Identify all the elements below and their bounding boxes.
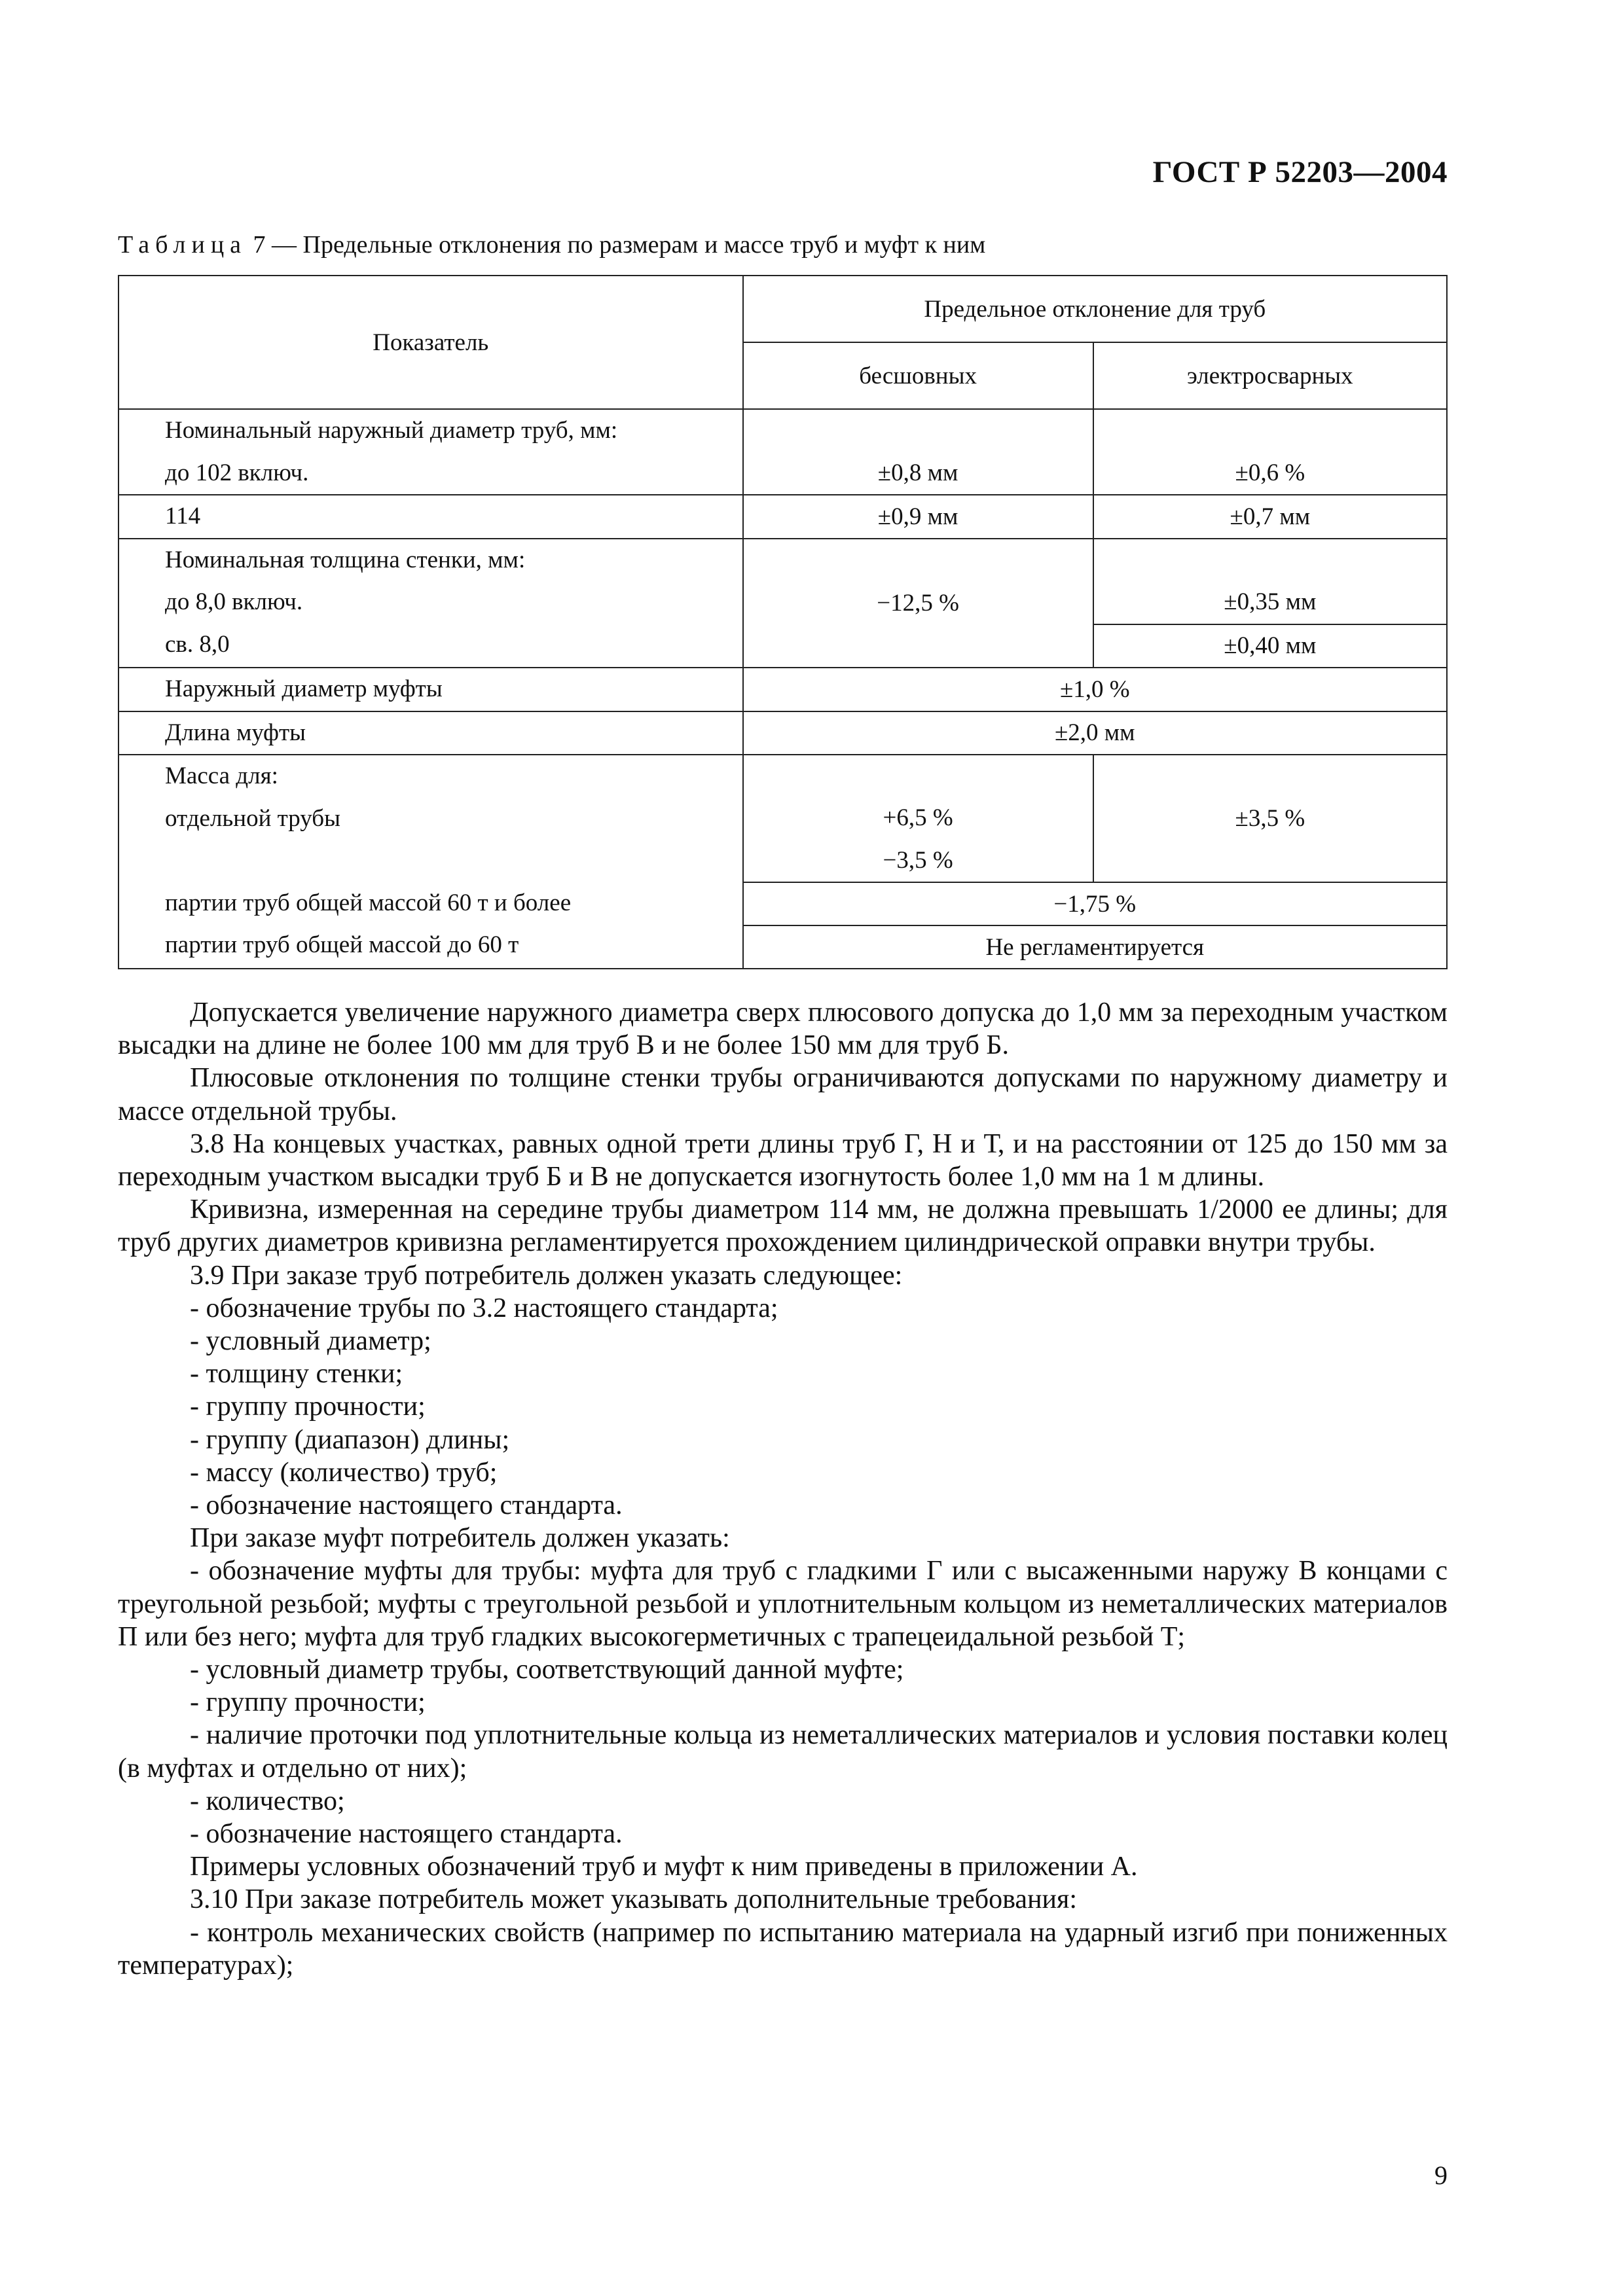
mass-lot-small-value: Не регламентируется [743,925,1447,969]
list-item: - обозначение трубы по 3.2 настоящего стандарта; [190,1293,778,1323]
diameter-1-welded: ±0,6 % [1235,459,1305,486]
coupling-diameter-label-cell [119,668,743,711]
wall-2-welded: ±0,40 мм [1224,632,1317,659]
list-item: - контроль механических свойств (например по испытанию материала на ударный изгиб при пониженных температурах); [118,1917,1448,1981]
paragraph: Допускается увеличение наружного диаметра сверх плюсового допуска до 1,0 мм за переходным участком высадки на длине не более 100 мм для труб В и не более 150 мм для труб Б. [118,997,1448,1061]
diameter-2-label-cell [119,495,743,539]
table-caption [118,230,985,259]
coupling-length-label: Длина муфты [165,719,306,746]
list-item: - группу прочности; [190,1391,426,1422]
coupling-length-label-cell [119,711,743,755]
mass-title: Масса для: [165,762,278,789]
wall-1-welded-cell [1093,539,1447,624]
diameter-title: Номинальный наружный диаметр труб, мм: [165,417,618,444]
diameter-1-seamless-cell [743,409,1093,495]
wall-1-welded: ±0,35 мм [1224,588,1317,615]
clause-3-9: 3.9 При заказе труб потребитель должен указать следующее: [190,1260,903,1291]
list-item: - обозначение настоящего стандарта. [190,1490,623,1521]
mass-lot-big-value: −1,75 % [743,882,1447,925]
mass-single-seamless-plus: +6,5 % [883,804,953,831]
wall-title: Номинальная толщина стенки, мм: [165,546,526,573]
table-caption-title: — Предельные отклонения по размерам и массе труб и муфт к ним [272,231,986,259]
header-deviation: Предельное отклонение для труб [743,276,1447,342]
standard-header: ГОСТ Р 52203—2004 [1152,155,1448,189]
clause-3-8: 3.8 На концевых участках, равных одной трети длины труб Г, Н и Т, и на расстоянии от 125 до 150 мм за переходным участком высадки труб Б и В не допускается изогнутость более 1,0 мм на 1 м длины. [118,1128,1448,1193]
mass-lot-big-label: партии труб общей массой 60 т и более [165,889,572,916]
diameter-2-seamless: ±0,9 мм [743,495,1093,539]
mass-single-welded: ±3,5 % [1093,755,1447,882]
list-item: - обозначение муфты для трубы: муфта для труб с гладкими Г или с высаженными наружу В концами с треугольной резьбой; муфты с треугольной резьбой и уплотнительным кольцом из неметаллических материалов П или без него; муфта для труб гладких высокогерметичных с трапецеидальной резьбой Т; [118,1556,1448,1652]
diameter-1-seamless: ±0,8 мм [877,459,958,486]
list-item: - толщину стенки; [190,1359,403,1390]
wall-seamless: −12,5 % [743,539,1093,668]
wall-1-label: до 8,0 включ. [165,588,303,615]
mass-single-seamless-cell [743,755,1093,882]
coupling-diameter-label: Наружный диаметр муфты [165,675,443,702]
body-text [118,996,1448,1982]
list-item: - массу (количество) труб; [190,1457,498,1488]
deviation-table [118,275,1448,969]
header-indicator: Показатель [119,276,743,409]
diameter-1-label: до 102 включ. [165,459,309,486]
table-caption-label: Таблица [118,231,247,259]
table-caption-number: 7 [253,231,266,259]
row-diameter-labels [119,409,743,495]
page-number: 9 [1434,2161,1448,2190]
wall-2-welded-cell [1093,624,1447,668]
coupling-length-value: ±2,0 мм [743,711,1447,755]
list-item: - группу (диапазон) длины; [190,1424,510,1455]
list-item: - обозначение настоящего стандарта. [190,1819,623,1850]
mass-single-seamless-minus: −3,5 % [883,846,953,874]
row-mass-labels [119,755,743,969]
diameter-2-label: 114 [165,503,201,529]
clause-3-10: 3.10 При заказе потребитель может указывать дополнительные требования: [190,1884,1078,1915]
paragraph: При заказе муфт потребитель должен указать: [190,1523,730,1554]
diameter-2-welded: ±0,7 мм [1093,495,1447,539]
list-item: - условный диаметр; [190,1326,431,1357]
paragraph: Примеры условных обозначений труб и муфт к ним приведены в приложении А. [190,1852,1138,1882]
paragraph: Плюсовые отклонения по толщине стенки трубы ограничиваются допусками по наружному диаметру и массе отдельной трубы. [118,1063,1448,1126]
mass-lot-small-label: партии труб общей массой до 60 т [165,931,519,958]
paragraph: Кривизна, измеренная на середине трубы диаметром 114 мм, не должна превышать 1/2000 ее длины; для труб других диаметров кривизна регламентируется прохождением цилиндрической оправки внутри трубы. [118,1194,1448,1258]
row-wall-labels [119,539,743,668]
wall-2-label: св. 8,0 [165,630,230,658]
header-seamless: бесшовных [743,342,1093,409]
list-item: - условный диаметр трубы, соответствующий данной муфте; [190,1655,904,1685]
diameter-1-welded-cell [1093,409,1447,495]
mass-single-label: отдельной трубы [165,804,340,832]
list-item: - наличие проточки под уплотнительные кольца из неметаллических материалов и условия поставки колец (в муфтах и отдельно от них); [118,1720,1448,1784]
list-item: - группу прочности; [190,1687,426,1718]
list-item: - количество; [190,1785,345,1816]
header-welded: электросварных [1093,342,1447,409]
coupling-diameter-value: ±1,0 % [743,668,1447,711]
